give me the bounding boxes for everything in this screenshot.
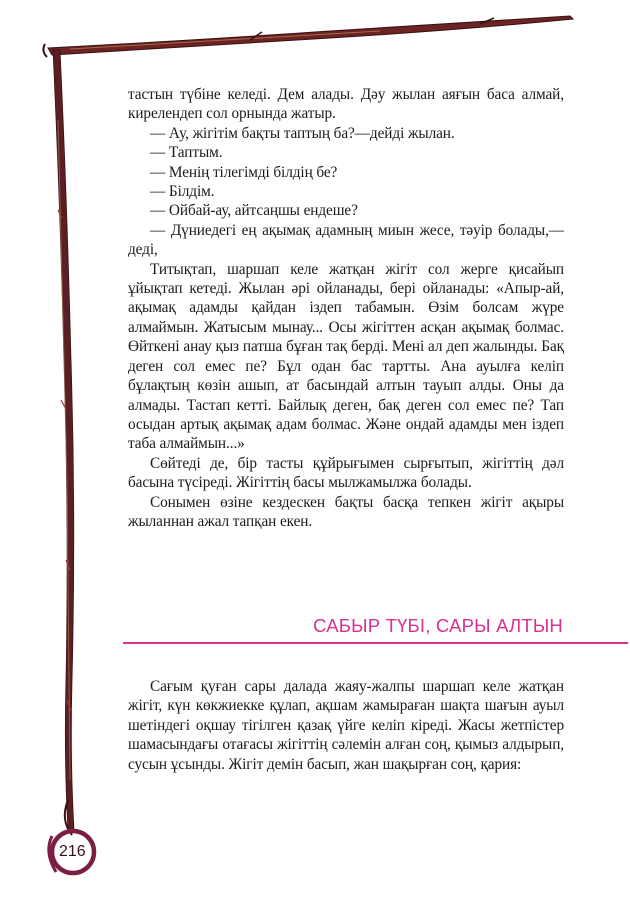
dialogue-line: — Менің тілегімді білдің бе?: [150, 163, 338, 181]
paragraph: Титықтап, шаршап келе жатқан жігіт сол жерге қисайып ұйықтап кетеді. Жылан әрі ойланады, бері ойланады: «Апыр-ай, ақымақ адамды қайдан іздеп табамын. Өзім болсам жүре алмаймын. Жатысым мынау... Осы жігіттен асқан ақымақ болмас. Өйткені анау қыз патша бұған тақ берді. Мені ал деп жалынды. Бақ деген сол емес пе? Бұл одан бас тартты. Ана ауылға келіп бұлақтың көзін ашып, ат басындай алтын тауып алды. Оны да алмады. Тастап кетті. Байлық деген, бақ деген сол емес пе? Тап осыдан артық ақымақ адам болмас. Және ондай адамды мен іздеп таба алмаймын...»: [128, 260, 564, 453]
story-ending-text: [128, 85, 564, 531]
dialogue-line: — Ойбай-ау, айтсаңшы ендеше?: [150, 202, 358, 220]
paragraph: Сонымен өзіне кездескен бақты басқа тепкен жігіт ақыры жыланнан ажал тапқан екен.: [128, 493, 564, 530]
page-number: 216: [59, 843, 86, 860]
dialogue-line: — Таптым.: [150, 144, 223, 162]
section-title: САБЫР ТҮБІ, САРЫ АЛТЫН: [313, 615, 563, 636]
story-beginning-text: [128, 677, 564, 774]
dialogue-line: — Ау, жігітім бақты таптың ба?—дейді жылан.: [150, 124, 455, 142]
dialogue-line: — Білдім.: [150, 183, 215, 201]
paragraph: Сағым қуған сары далада жаяу-жалпы шаршап келе жатқан жігіт, күн көкжиекке құлап, ақшам жамыраған шақта шағын ауыл шетіндегі оқшау тігілген қазақ үйге келіп кіреді. Жасы жетпістер шамасындағы отағасы жігіттің сәлемін алған соң, қымыз алдырып, сусын ұсынды. Жігіт демін басып, жан шақырған соң, қария:: [128, 678, 564, 773]
section-divider: [123, 642, 628, 644]
paragraph: тастын түбіне келеді. Дем алады. Дәу жылан аяғын баса алмай, кирелендеп сол орнында жатыр.: [128, 86, 564, 123]
dialogue-line: — Дүниедегі ең ақымақ адамның миын жесе, тәуір болады,—деді,: [128, 221, 564, 259]
paragraph: Сөйтеді де, бір тасты құйрығымен сырғытып, жігіттің дәл басына түсіреді. Жігіттің басы мылжамылжа болады.: [128, 454, 564, 492]
